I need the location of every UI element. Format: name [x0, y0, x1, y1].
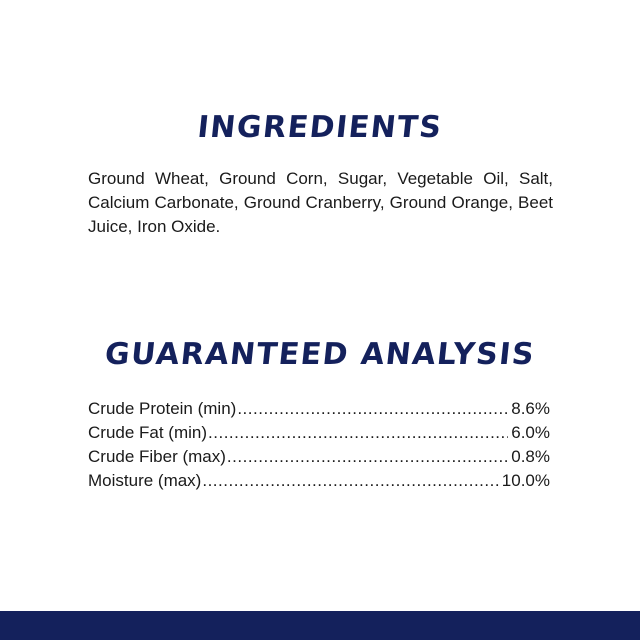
analysis-list: [88, 397, 550, 493]
guaranteed-analysis-heading: GUARANTEED ANALYSIS: [103, 337, 537, 372]
analysis-row-crude-fiber: [88, 445, 550, 469]
analysis-row-crude-protein: [88, 397, 550, 421]
dot-leader: [227, 445, 508, 469]
analysis-label: Moisture (max): [88, 471, 202, 490]
dot-leader: [237, 397, 508, 421]
analysis-row-moisture: [88, 469, 550, 493]
analysis-label: Crude Fiber (max): [88, 447, 226, 466]
analysis-label: Crude Protein (min): [88, 399, 237, 418]
analysis-value: 0.8%: [511, 447, 550, 466]
analysis-label: Crude Fat (min): [88, 423, 208, 442]
analysis-value: 8.6%: [511, 399, 550, 418]
ingredients-heading: INGREDIENTS: [195, 110, 445, 145]
analysis-row-crude-fat: [88, 421, 550, 445]
dot-leader: [202, 469, 498, 493]
analysis-value: 6.0%: [511, 423, 550, 442]
bottom-band: [0, 611, 640, 640]
dot-leader: [208, 421, 508, 445]
ingredients-text: Ground Wheat, Ground Corn, Sugar, Vegetable Oil, Salt, Calcium Carbonate, Ground Cranberry, Ground Orange, Beet Juice, Iron Oxide.: [88, 169, 553, 236]
analysis-value: 10.0%: [501, 471, 550, 490]
